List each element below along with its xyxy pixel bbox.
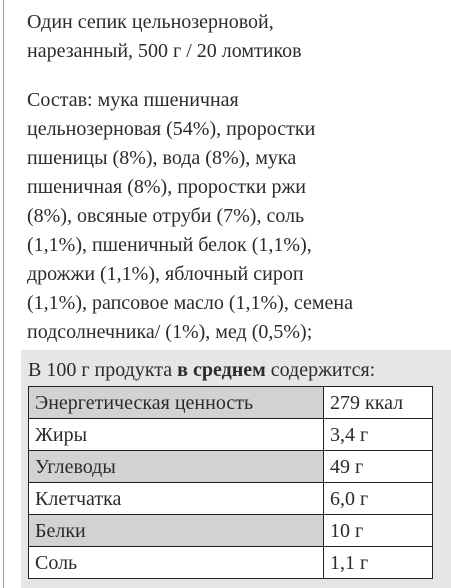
composition-line: пшеницы (8%), вода (8%), мука (27, 147, 297, 169)
nutrient-name: Углеводы (29, 451, 324, 483)
composition-line: дрожжи (1,1%), яблочный сироп (27, 263, 304, 285)
table-row (29, 547, 433, 579)
table-row (29, 515, 433, 547)
composition-line: (8%), овсяные отруби (7%), соль (27, 205, 305, 227)
table-row (29, 419, 433, 451)
nutrient-value: 10 г (324, 515, 433, 547)
nutrient-value: 3,4 г (324, 419, 433, 451)
nutrition-heading-prefix: В 100 г продукта (28, 359, 178, 381)
composition-line: цельнозерновая (54%), проростки (27, 118, 316, 140)
composition-line: (1,1%), пшеничный белок (1,1%), (27, 234, 312, 256)
composition-line: подсолнечника/ (1%), мед (0,5%); (27, 321, 313, 343)
composition-line: (1,1%), рапсовое масло (1,1%), семена (27, 292, 353, 314)
nutrient-name: Энергетическая ценность (29, 387, 324, 419)
nutrient-name: Белки (29, 515, 324, 547)
nutrient-name: Жиры (29, 419, 324, 451)
nutrient-name: Соль (29, 547, 324, 579)
product-title (27, 8, 442, 66)
nutrient-value: 6,0 г (324, 483, 433, 515)
nutrition-table (28, 386, 433, 579)
nutrient-value: 279 ккал (324, 387, 433, 419)
composition-line: пшеничная (8%), проростки ржи (27, 176, 306, 198)
nutrient-name: Клетчатка (29, 483, 324, 515)
table-row (29, 451, 433, 483)
nutrient-value: 1,1 г (324, 547, 433, 579)
product-title-line-1: Один сепик цельнозерновой, (27, 11, 274, 33)
nutrition-panel (21, 350, 451, 588)
nutrition-heading-suffix: содержится: (265, 359, 376, 381)
nutrition-heading (28, 357, 375, 383)
table-row (29, 387, 433, 419)
composition-text (27, 86, 442, 347)
table-row (29, 483, 433, 515)
product-title-line-2: нарезанный, 500 г / 20 ломтиков (27, 40, 302, 62)
nutrition-heading-bold: в среднем (177, 359, 266, 381)
left-border-line (3, 0, 4, 588)
composition-line: Состав: мука пшеничная (27, 89, 239, 111)
nutrient-value: 49 г (324, 451, 433, 483)
